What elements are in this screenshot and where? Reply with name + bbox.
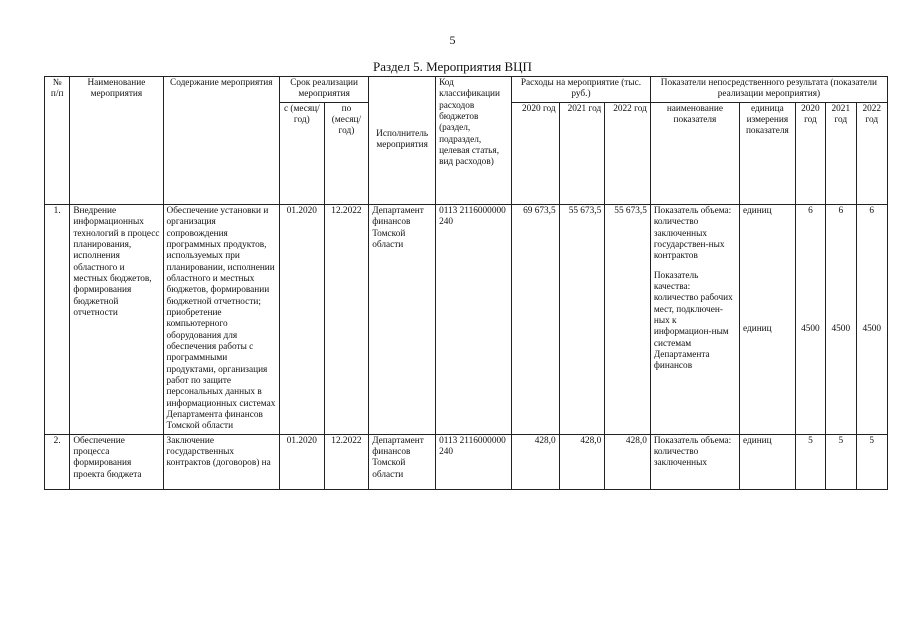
row-from: 01.2020 <box>280 434 325 489</box>
header-num: № п/п <box>45 77 70 205</box>
header-exp-2021: 2021 год <box>559 102 605 116</box>
header-ind-2021: 2021 год <box>826 102 856 204</box>
indicator-2-2022: 4500 <box>862 324 882 335</box>
header-unit: единица измерения показателя <box>740 102 796 204</box>
indicator-1-2020: 6 <box>808 205 813 216</box>
row-content: Заключение государственных контрактов (договоров) на <box>163 434 280 489</box>
indicator-1-2020: 5 <box>795 434 825 489</box>
row-code: 0113 2116000000 240 <box>436 204 512 434</box>
header-ind-2022: 2022 год <box>856 102 888 204</box>
header-term: Срок реализации мероприятия <box>280 77 369 103</box>
row-exp-2021: 55 673,5 <box>559 204 605 434</box>
header-exp-2020: 2020 год <box>512 102 560 116</box>
unit-spacer <box>743 217 792 324</box>
row-to: 12.2022 <box>324 204 369 434</box>
row-exp-2021: 428,0 <box>559 434 605 489</box>
indicator-unit-1: единиц <box>740 434 796 489</box>
header-expenses: Расходы на мероприятие (тыс. руб.) <box>512 77 651 103</box>
header-indicator-name: наименование показателя <box>650 102 739 204</box>
header-ind-2020: 2020 год <box>795 102 825 204</box>
indicator-1-2021: 6 <box>838 205 844 216</box>
indicator-name-2: Показатель качества: количество рабочих мест, подключен-ных к информацион-ным системам Департамента финансов <box>653 270 733 372</box>
indicator-unit-2: единиц <box>743 324 772 335</box>
row-num: 2. <box>45 434 70 489</box>
row-ind-2020 <box>795 204 825 434</box>
header-code: Код классификации расходов бюджетов (раздел, подраздел, целевая статья, вид расходов) <box>436 77 512 205</box>
header-term-from: с (месяц/ год) <box>280 102 325 204</box>
row-ind-2022 <box>856 204 888 434</box>
value-spacer <box>829 217 852 324</box>
row-code: 0113 2116000000 240 <box>436 434 512 489</box>
value-spacer <box>799 217 822 324</box>
row-from: 01.2020 <box>280 204 325 434</box>
row-executor: Департамент финансов Томской области <box>369 204 436 434</box>
row-units <box>740 204 796 434</box>
row-content: Обеспечение установки и организация сопровождения программных продуктов, используемых при планировании, исполнении областного и местных бюджетов, формировании бюджетной отчетности; приобретение компьютерного оборудования для обеспечения работы с программными продуктами, организация работ по защите персональных данных в информационных системах Департамента финансов Томской области <box>163 204 280 434</box>
indicator-2-2020: 4500 <box>801 324 820 335</box>
row-exp-2020: 428,0 <box>512 434 560 489</box>
header-indicators: Показатели непосредственного результата (показатели реализации мероприятия) <box>650 77 887 103</box>
header-name: Наименование мероприятия <box>70 77 163 205</box>
row-exp-2022: 428,0 <box>605 434 651 489</box>
indicator-spacer <box>654 263 736 271</box>
header-exp-2022: 2022 год <box>605 102 651 116</box>
row-exp-2022: 55 673,5 <box>605 204 651 434</box>
header-content: Содержание мероприятия <box>163 77 280 205</box>
row-to: 12.2022 <box>324 434 369 489</box>
events-table <box>44 76 888 490</box>
header-term-to: по (месяц/ год) <box>324 102 369 204</box>
row-executor: Департамент финансов Томской области <box>369 434 436 489</box>
row-num: 1. <box>45 204 70 434</box>
row-name: Внедрение информационных технологий в процесс планирования, исполнения областного и местных бюджетов, формирования бюджетной отчетности <box>70 204 163 434</box>
header-exp-2020-gap <box>512 116 560 205</box>
indicator-name-1: Показатель объема: количество заключенных <box>650 434 739 489</box>
indicator-unit-1: единиц <box>743 205 772 216</box>
table-row <box>45 204 888 434</box>
table-header <box>45 77 888 205</box>
indicator-1-2022: 6 <box>869 205 875 216</box>
value-spacer <box>860 217 885 324</box>
row-indicator-names <box>650 204 739 434</box>
table-row <box>45 434 888 489</box>
indicator-1-2022: 5 <box>856 434 888 489</box>
indicator-1-2021: 5 <box>826 434 856 489</box>
page-number: 5 <box>449 33 456 47</box>
row-exp-2020: 69 673,5 <box>512 204 560 434</box>
header-exp-2022-gap <box>605 116 651 205</box>
row-name: Обеспечение процесса формирования проекта бюджета <box>70 434 163 489</box>
section-title: Раздел 5. Мероприятия ВЦП <box>373 59 532 74</box>
header-exp-2021-gap <box>559 116 605 205</box>
header-executor: Исполнитель мероприятия <box>369 77 436 205</box>
indicator-name-1: Показатель объема: количество заключенных государствен-ных контрактов <box>653 205 732 262</box>
row-ind-2021 <box>826 204 856 434</box>
indicator-2-2021: 4500 <box>831 324 851 335</box>
